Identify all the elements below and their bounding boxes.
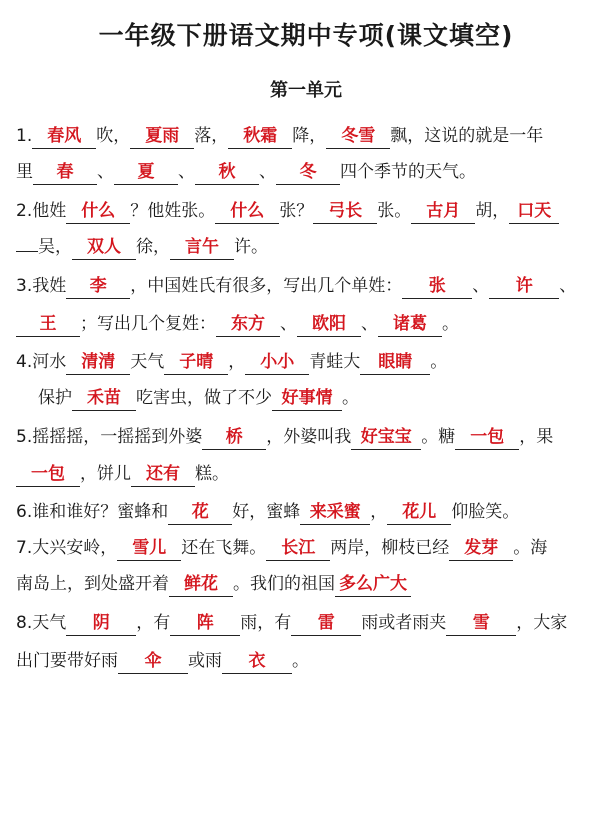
page-title: 一年级下册语文期中专项(课文填空) — [98, 21, 514, 50]
question-text: 吴， — [38, 237, 72, 257]
question-text: 飘，这说的就是一年 — [390, 126, 544, 146]
answer-blank: 禾苗 — [72, 386, 136, 411]
answer-blank: 桥 — [202, 425, 266, 450]
question-text: 张？ — [279, 201, 314, 221]
question-3-line-2 — [16, 310, 600, 338]
answer-blank: 言午 — [170, 235, 234, 260]
question-2-line-1 — [16, 197, 600, 225]
question-number: 8.天气 — [16, 613, 67, 633]
answer-blank: 冬雪 — [326, 124, 390, 149]
answer-blank: 古月 — [411, 199, 475, 224]
question-text: 四个季节的天气。 — [340, 162, 476, 182]
question-text: 出门要带好雨 — [16, 651, 118, 671]
question-text: 仰脸笑。 — [451, 502, 520, 522]
question-number: 6.谁和谁好？蜜蜂和 — [16, 502, 169, 522]
question-text: 还在飞舞。 — [181, 538, 267, 558]
answer-blank: 阵 — [170, 611, 240, 636]
answer-blank: 秋霜 — [228, 124, 292, 149]
answer-blank: 春风 — [32, 124, 96, 149]
question-text: 。 — [442, 314, 459, 334]
answer-blank-continued — [16, 251, 38, 252]
question-text: 或雨 — [188, 651, 222, 671]
question-text: ，中国姓氏有很多，写出几个单姓： — [130, 276, 403, 296]
question-text: 两岸，柳枝已经 — [330, 538, 450, 558]
question-text: ；写出几个复姓： — [80, 314, 216, 334]
question-4-line-1 — [16, 348, 600, 376]
question-3-line-1 — [16, 272, 600, 300]
answer-blank: 双人 — [72, 235, 136, 260]
answer-blank: 诸葛 — [378, 312, 442, 337]
answer-blank: 花儿 — [387, 500, 451, 525]
question-8-line-2 — [16, 647, 600, 675]
question-8-line-1 — [16, 609, 600, 637]
question-text: ，大家 — [516, 613, 568, 633]
separator: 、 — [472, 276, 490, 296]
question-text: 天气 — [130, 352, 165, 372]
question-text: 。糖 — [421, 427, 456, 447]
answer-blank: 阴 — [66, 611, 136, 636]
question-text: ，有 — [136, 613, 171, 633]
answer-blank: 发芽 — [449, 536, 513, 561]
answer-blank: 东方 — [216, 312, 280, 337]
answer-blank: 一包 — [455, 425, 519, 450]
question-text: 张。 — [377, 201, 412, 221]
separator: 、 — [178, 162, 195, 182]
answer-blank: 春 — [33, 160, 97, 185]
question-7-line-2 — [16, 570, 600, 598]
question-6-line-1 — [16, 498, 600, 526]
question-number: 7.大兴安岭， — [16, 538, 118, 558]
answer-blank: 子晴 — [164, 350, 228, 375]
answer-blank: 雪儿 — [117, 536, 181, 561]
unit-title: 第一单元 — [270, 80, 342, 101]
answer-blank: 伞 — [118, 649, 188, 674]
question-text: 雨或者雨夹 — [361, 613, 447, 633]
answer-blank: 鲜花 — [169, 572, 233, 597]
question-1-line-1 — [16, 122, 600, 150]
question-text: 里 — [16, 162, 33, 182]
separator: 、 — [280, 314, 297, 334]
question-text: 南岛上，到处盛开着 — [16, 574, 169, 594]
question-text: ，果 — [519, 427, 554, 447]
question-7-line-1 — [16, 534, 600, 562]
question-text: 徐， — [136, 237, 170, 257]
question-number: 1. — [16, 126, 33, 146]
answer-blank: 还有 — [131, 462, 195, 487]
question-2-line-2 — [16, 233, 600, 261]
answer-blank: 好事情 — [272, 386, 342, 411]
answer-blank: 欧阳 — [297, 312, 361, 337]
question-text: 糕。 — [195, 464, 229, 484]
answer-blank: 秋 — [195, 160, 259, 185]
question-number: 3.我姓 — [16, 276, 67, 296]
answer-blank: 衣 — [222, 649, 292, 674]
answer-blank: 夏 — [114, 160, 178, 185]
question-text: 吹， — [96, 126, 131, 146]
answer-blank: 许 — [489, 274, 559, 299]
answer-blank: 长江 — [266, 536, 330, 561]
question-text: 降， — [292, 126, 327, 146]
question-text: 。海 — [513, 538, 548, 558]
answer-blank: 口天 — [509, 199, 559, 224]
question-text: 吃害虫，做了不少 — [136, 388, 272, 408]
answer-blank: 什么 — [66, 199, 130, 224]
answer-blank: 张 — [402, 274, 472, 299]
answer-blank: 花 — [168, 500, 232, 525]
answer-blank: 雷 — [291, 611, 361, 636]
question-text: ，饼儿 — [80, 464, 131, 484]
answer-blank: 眼睛 — [360, 350, 430, 375]
answer-blank: 王 — [16, 312, 80, 337]
answer-blank: 来采蜜 — [300, 500, 370, 525]
answer-blank: 一包 — [16, 462, 80, 487]
question-text: 青蛙大 — [309, 352, 361, 372]
question-text: 。我们的祖国 — [233, 574, 335, 594]
question-text: 胡， — [475, 201, 510, 221]
separator: 、 — [259, 162, 276, 182]
question-text: 许。 — [234, 237, 268, 257]
question-number: 2.他姓 — [16, 201, 67, 221]
question-text: 。 — [342, 388, 359, 408]
answer-blank: 雪 — [446, 611, 516, 636]
question-text: 好，蜜蜂 — [232, 502, 301, 522]
question-text: ， — [370, 502, 388, 522]
question-number: 5.摇摇摇，一摇摇到外婆 — [16, 427, 203, 447]
question-text: ， — [228, 352, 246, 372]
question-1-line-2 — [16, 158, 600, 186]
answer-blank: 李 — [66, 274, 130, 299]
separator: 、 — [97, 162, 114, 182]
question-5-line-2 — [16, 460, 600, 488]
question-text: 落， — [194, 126, 229, 146]
question-text: ？他姓张。 — [130, 201, 216, 221]
answer-blank: 弓长 — [313, 199, 377, 224]
answer-blank: 多么广大 — [335, 572, 411, 597]
answer-blank: 好宝宝 — [351, 425, 421, 450]
question-text: 。 — [430, 352, 448, 372]
answer-blank: 小小 — [245, 350, 309, 375]
answer-blank: 什么 — [215, 199, 279, 224]
answer-blank: 夏雨 — [130, 124, 194, 149]
question-text: 保护 — [38, 388, 72, 408]
question-text: 雨，有 — [240, 613, 292, 633]
question-text: 。 — [292, 651, 309, 671]
question-number: 4.河水 — [16, 352, 67, 372]
answer-blank: 清清 — [66, 350, 130, 375]
question-5-line-1 — [16, 423, 600, 451]
separator: 、 — [559, 276, 577, 296]
question-text: ，外婆叫我 — [266, 427, 352, 447]
question-4-line-2 — [38, 384, 612, 412]
separator: 、 — [361, 314, 378, 334]
answer-blank: 冬 — [276, 160, 340, 185]
